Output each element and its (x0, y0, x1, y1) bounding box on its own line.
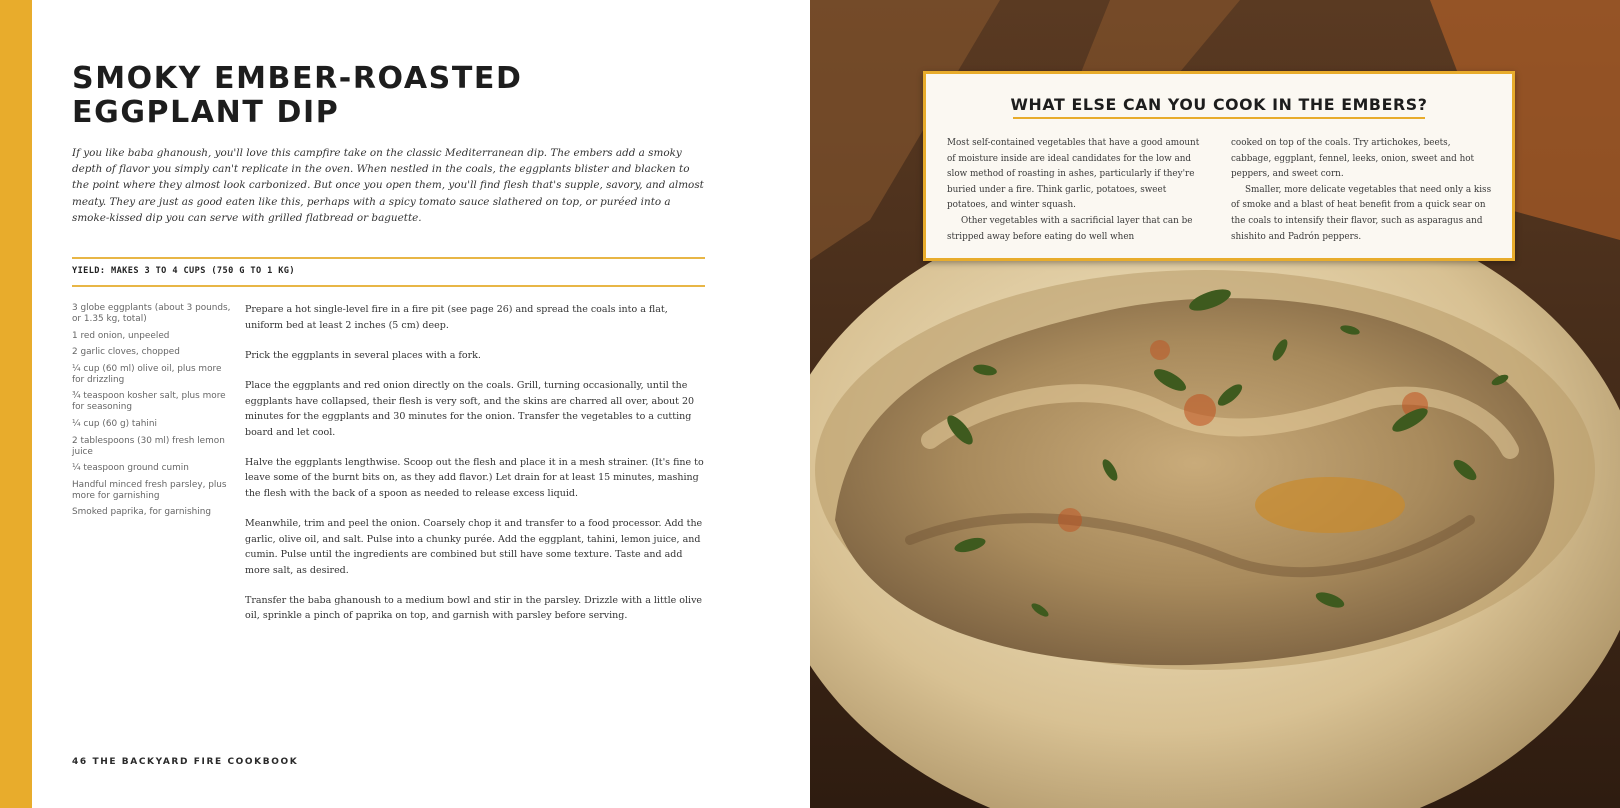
recipe-yield: YIELD: MAKES 3 TO 4 CUPS (750 G TO 1 KG) (72, 266, 295, 276)
recipe-page (32, 0, 810, 808)
paprika-dusting (1150, 340, 1170, 360)
method-step: Place the eggplants and red onion directly on the coals. Grill, turning occasionally, until the eggplants have collapsed, their flesh is very soft, and the skins are charred all over, about 20 minutes for the eggplants and 30 minutes for the onion. Transfer the vegetables to a cutting board and let cool. (245, 380, 695, 438)
sidebar-paragraph: Other vegetables with a sacrificial layer that can be stripped away before eating do well when (947, 215, 1193, 242)
ingredient-item: 2 tablespoons (30 ml) fresh lemon juice (72, 435, 225, 457)
recipe-title-line-1: SMOKY EMBER-ROASTED (72, 61, 523, 96)
sidebar-paragraph: Most self-contained vegetables that have a good amount of moisture inside are ideal candidates for the low and slow method of roasting in ashes, particularly if they're buried under a fire. Think garlic, potatoes, sweet potatoes, and winter squash. (947, 138, 1200, 211)
paprika-dusting (1058, 508, 1082, 532)
yield-rule-bottom (72, 285, 705, 287)
sidebar-column-left (947, 136, 1209, 245)
recipe-title-line-2: EGGPLANT DIP (72, 95, 340, 130)
page-footer: 46 THE BACKYARD FIRE COOKBOOK (72, 757, 299, 767)
method-step: Prepare a hot single-level fire in a fire pit (see page 26) and spread the coals into a flat, uniform bed at least 2 inches (5 cm) deep. (245, 304, 668, 331)
sidebar-paragraph: cooked on top of the coals. Try artichokes, beets, cabbage, eggplant, fennel, leeks, onion, sweet and hot peppers, and sweet corn. (1231, 138, 1475, 180)
ingredient-item: 3 globe eggplants (about 3 pounds, or 1.35 kg, total) (72, 303, 231, 324)
method-step: Transfer the baba ghanoush to a medium bowl and stir in the parsley. Drizzle with a little olive oil, sprinkle a pinch of paprika on top, and garnish with parsley before serving. (245, 594, 703, 622)
ingredient-item: ¾ teaspoon kosher salt, plus more for seasoning (72, 391, 226, 413)
method-step: Prick the eggplants in several places with a fork. (245, 349, 481, 361)
recipe-title (72, 62, 672, 130)
method-step: Halve the eggplants lengthwise. Scoop out the flesh and place it in a mesh strainer. (It's fine to leave some of the burnt bits on, as they add flavor.) Let drain for at least 15 minutes, mashing the flesh with the back of a spoon as needed to release excess liquid. (245, 456, 704, 499)
method-step: Meanwhile, trim and peel the onion. Coarsely chop it and transfer to a food processor. Add the garlic, olive oil, and salt. Pulse into a chunky purée. Add the eggplant, tahini, lemon juice, and cumin. Pulse until the ingredients are combined but still have some texture. Taste and add more salt, as desired. (245, 518, 703, 576)
ingredient-item: ¼ cup (60 ml) olive oil, plus more for drizzling (72, 363, 222, 385)
paprika-dusting (1184, 394, 1216, 426)
method-steps (245, 302, 707, 639)
ingredient-item: Handful minced fresh parsley, plus more for garnishing (72, 479, 227, 501)
sidebar-title: WHAT ELSE CAN YOU COOK IN THE EMBERS? (1010, 95, 1428, 114)
yield-rule-top (72, 257, 705, 259)
sidebar-column-right (1231, 136, 1493, 245)
recipe-intro: If you like baba ghanoush, you'll love this campfire take on the classic Mediterranean dip. The embers add a smoky depth of flavor you simply can't replicate in the oven. When nestled in the coals, the eggplants blister and blacken to the point where they almost look carbonized. But once you open them, you'll find flesh that's supple, savory, and almost meaty. They are just as good eaten like this, perhaps with a spicy tomato sauce slathered on top, or puréed into a smoke-kissed dip you can serve with grilled flatbread or baguette. (72, 147, 704, 224)
sidebar-title-underline (1013, 117, 1425, 119)
sidebar-paragraph: Smaller, more delicate vegetables that need only a kiss of smoke and a blast of heat benefit from a quick sear on the coals to intensify their flavor, such as asparagus and shishito and Padrón peppers. (1231, 184, 1492, 242)
ingredient-list (72, 303, 232, 524)
ingredient-item: 1 red onion, unpeeled (72, 330, 170, 341)
page-edge-gold-strip (0, 0, 32, 808)
sidebar-box (923, 71, 1515, 261)
ingredient-item: 2 garlic cloves, chopped (72, 347, 180, 358)
ingredient-item: Smoked paprika, for garnishing (72, 507, 211, 518)
olive-oil-pool (1255, 477, 1405, 533)
ingredient-item: ¼ teaspoon ground cumin (72, 463, 189, 474)
ingredient-item: ¼ cup (60 g) tahini (72, 418, 157, 429)
